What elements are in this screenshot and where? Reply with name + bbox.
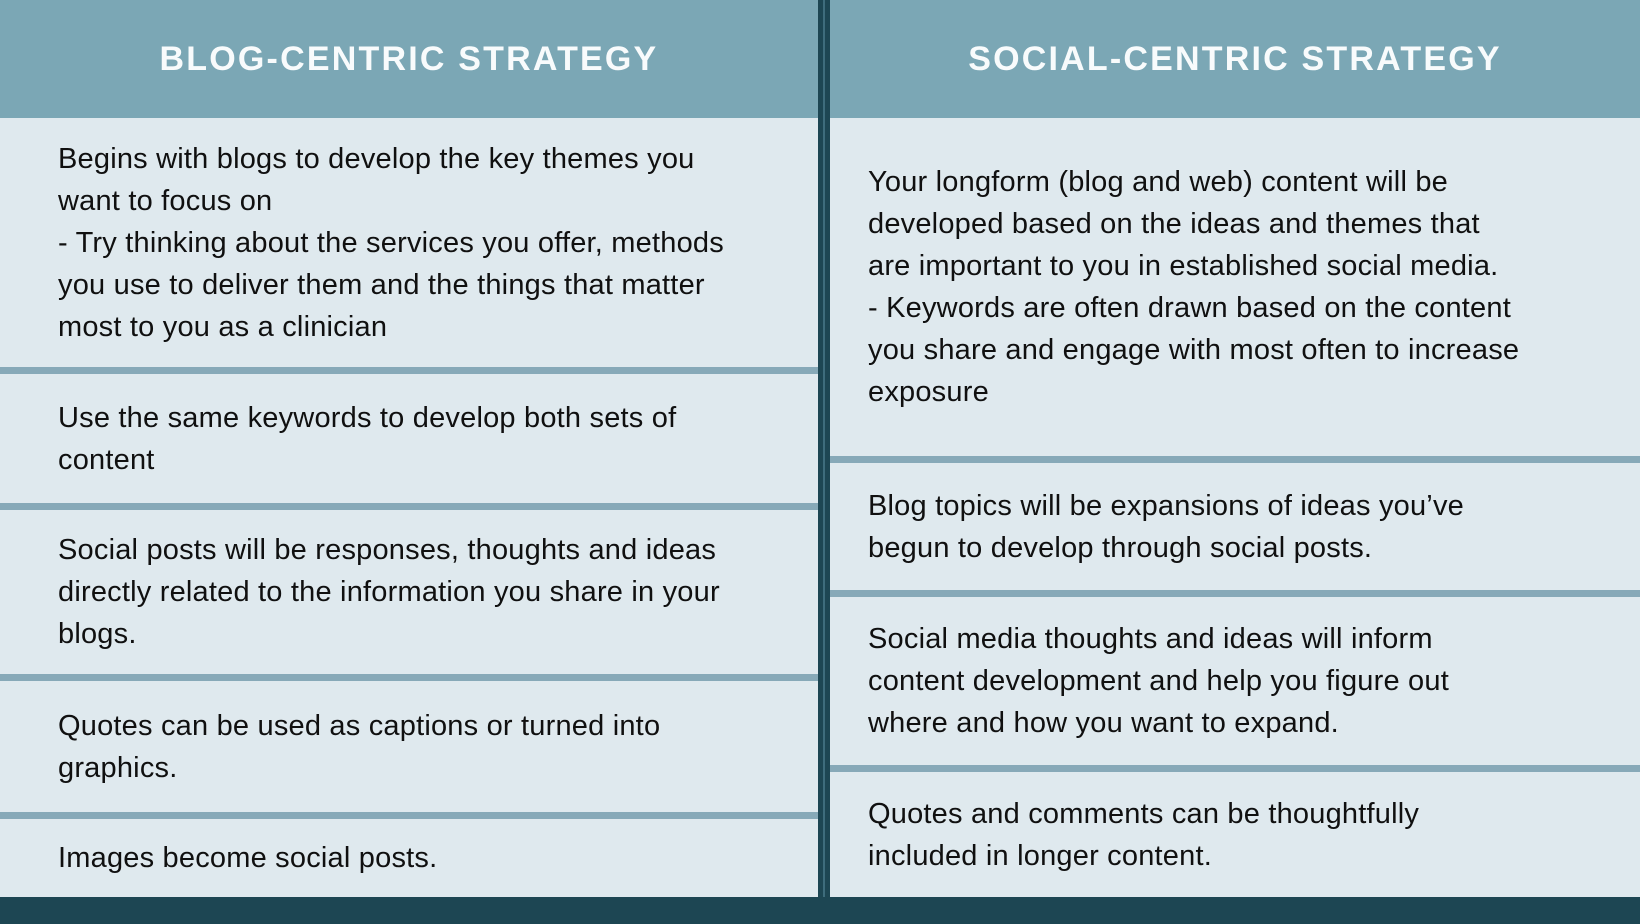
row-text: Use the same keywords to develop both sets of content	[58, 401, 677, 476]
row-text: Your longform (blog and web) content will be developed based on the ideas and themes that are important to you in established social media.	[868, 166, 1499, 282]
table-row	[0, 510, 818, 674]
row-divider	[0, 367, 818, 374]
table-row	[830, 463, 1640, 590]
row-divider	[0, 674, 818, 681]
table-row	[830, 118, 1640, 456]
row-divider	[830, 590, 1640, 597]
blog-centric-column	[0, 0, 818, 897]
row-text: Begins with blogs to develop the key themes you want to focus on	[58, 142, 695, 217]
center-divider	[818, 0, 830, 897]
row-text: Social posts will be responses, thoughts and ideas directly related to the information you share in your blogs.	[58, 534, 720, 650]
center-divider-stripe	[823, 0, 825, 897]
row-text: Quotes can be used as captions or turned into graphics.	[58, 709, 661, 784]
table-row	[830, 772, 1640, 897]
row-divider	[0, 812, 818, 819]
social-centric-header-label: SOCIAL-CENTRIC STRATEGY	[968, 39, 1502, 78]
row-text: Images become social posts.	[58, 842, 438, 874]
bottom-bar	[0, 897, 1640, 924]
row-divider	[0, 503, 818, 510]
row-text: Quotes and comments can be thoughtfully included in longer content.	[868, 797, 1420, 872]
row-subtext: - Try thinking about the services you offer, methods you use to deliver them and the things that matter most to you as a clinician	[58, 226, 724, 343]
row-divider	[830, 765, 1640, 772]
table-row	[0, 374, 818, 503]
row-text: Social media thoughts and ideas will inform content development and help you figure out where and how you want to expand.	[868, 623, 1449, 739]
row-subtext: - Keywords are often drawn based on the content you share and engage with most often to increase exposure	[868, 292, 1520, 408]
social-centric-header	[830, 0, 1640, 118]
row-divider	[830, 456, 1640, 463]
blog-centric-header-label: BLOG-CENTRIC STRATEGY	[159, 39, 659, 78]
table-row	[0, 118, 818, 367]
table-row	[0, 819, 818, 897]
blog-centric-header	[0, 0, 818, 118]
table-row	[0, 681, 818, 812]
row-text: Blog topics will be expansions of ideas you’ve begun to develop through social posts.	[868, 489, 1464, 564]
table-row	[830, 597, 1640, 765]
social-centric-column	[830, 0, 1640, 897]
